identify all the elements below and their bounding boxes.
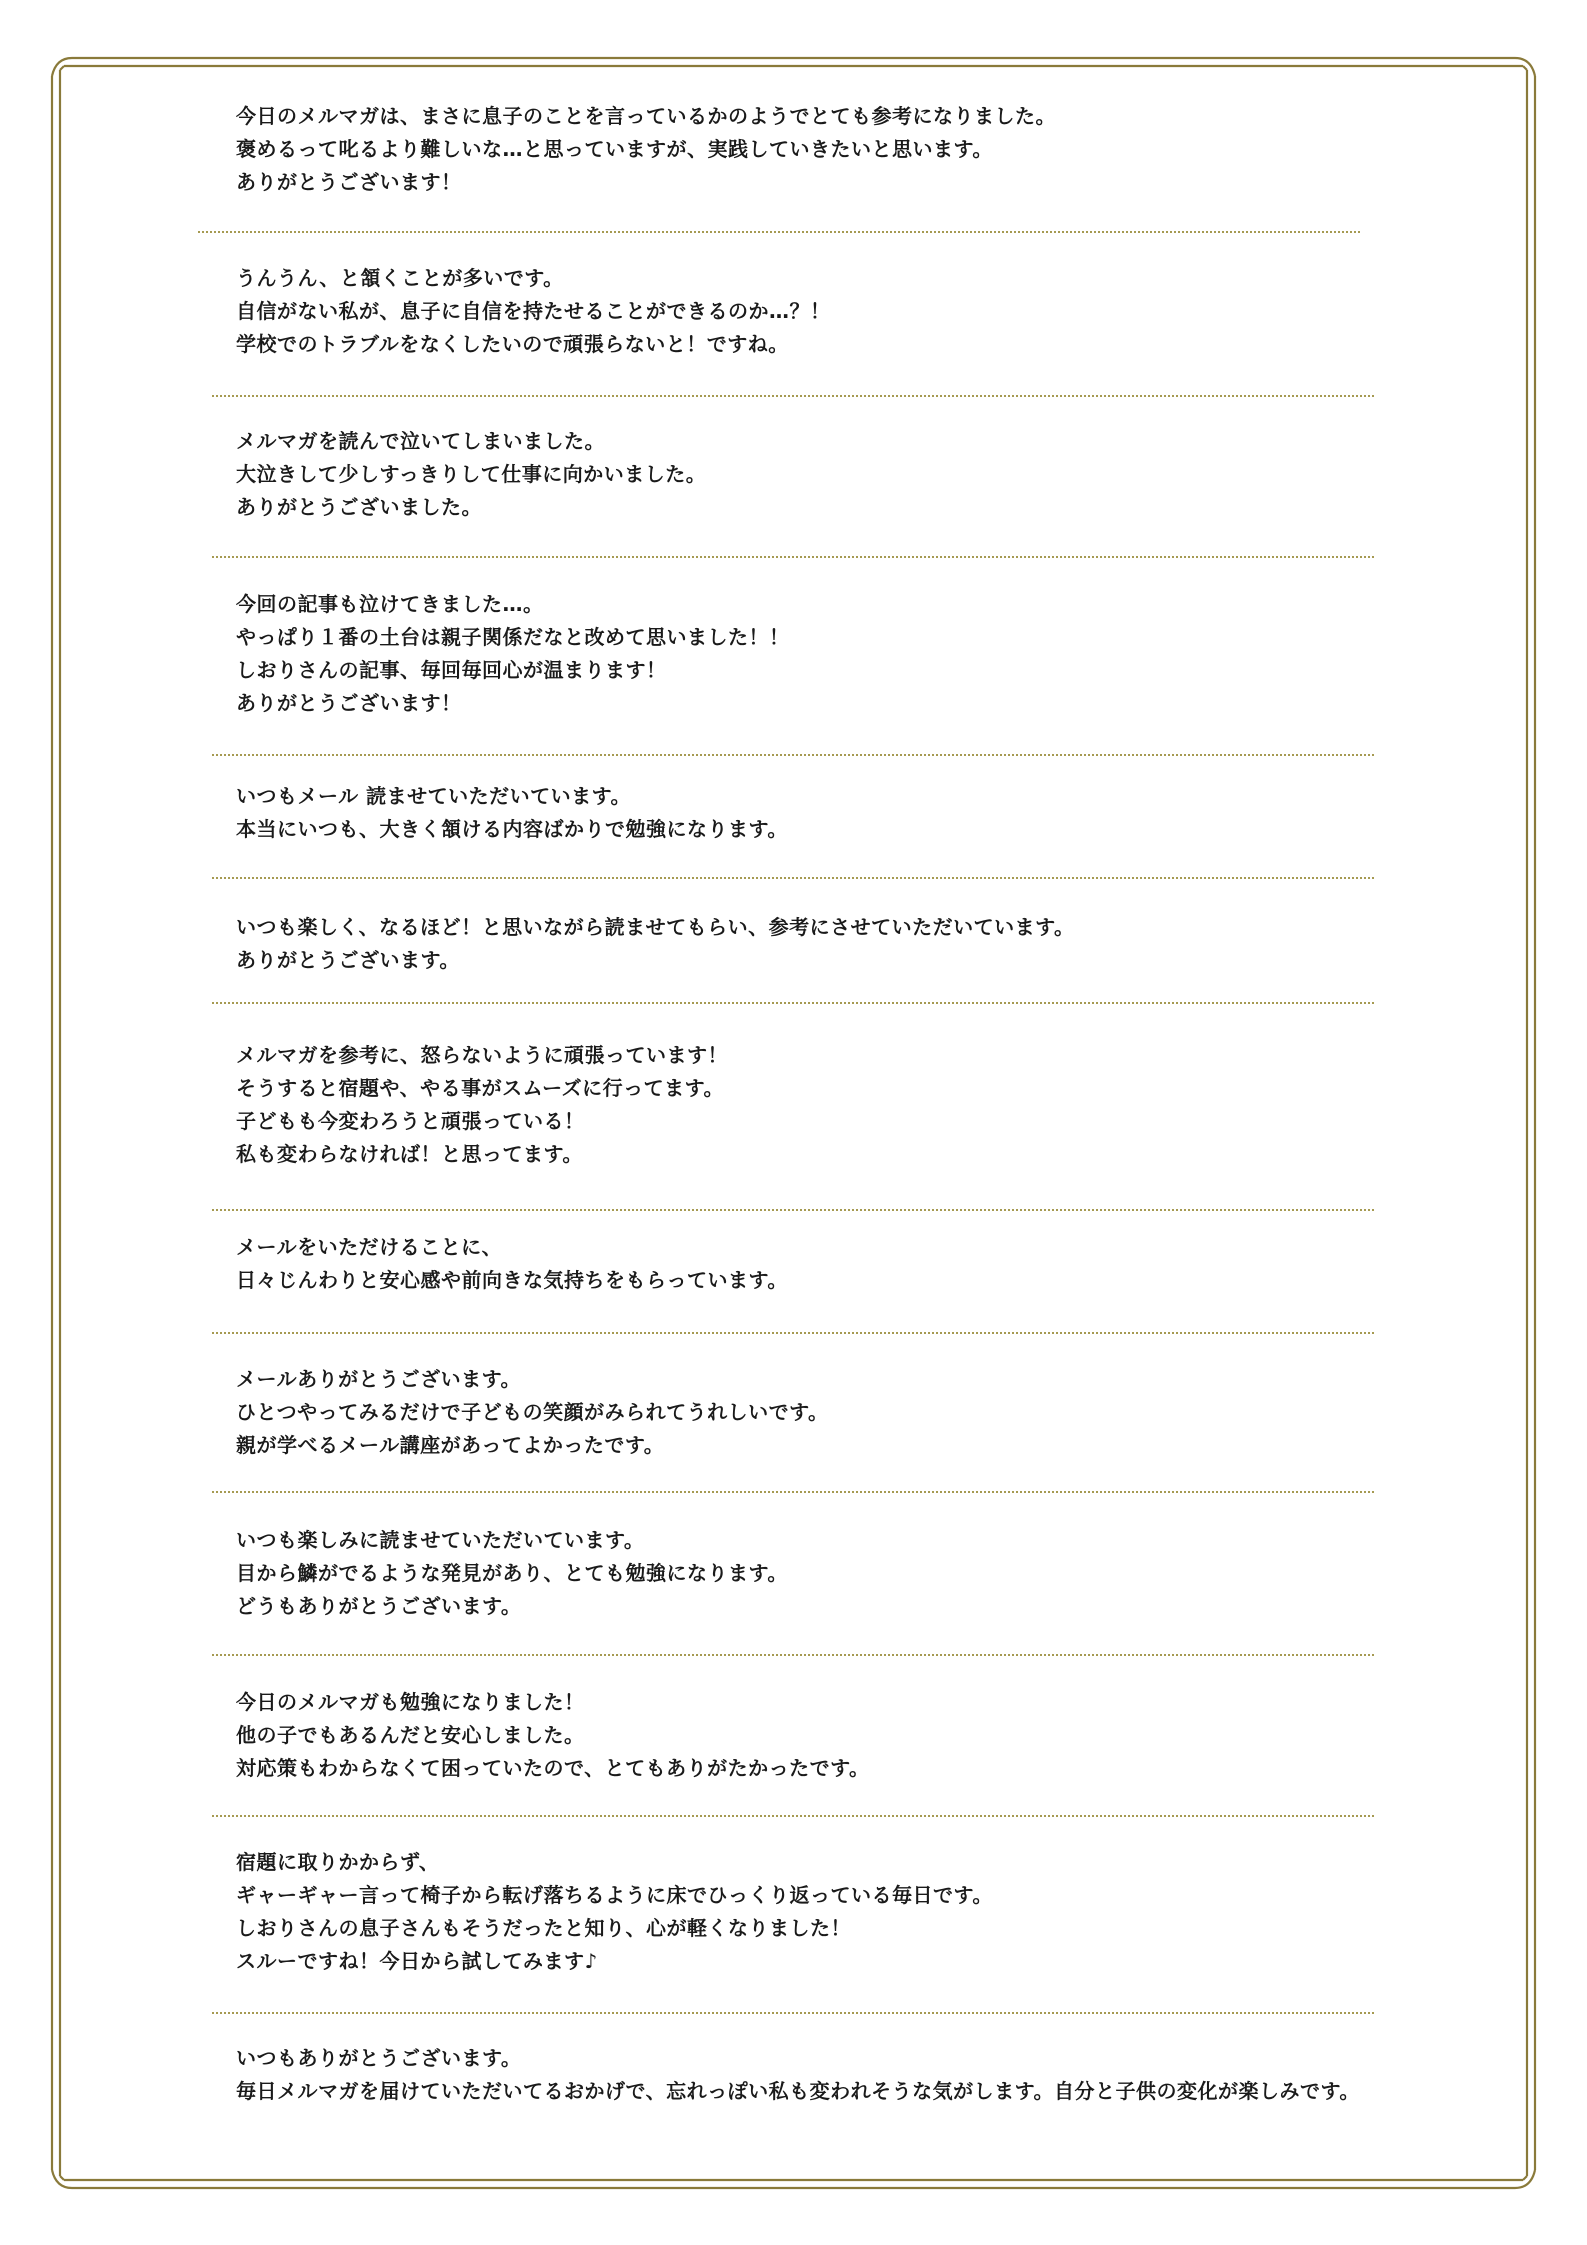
comment-5 <box>236 780 788 846</box>
comment-line: 私も変わらなければ！と思ってます。 <box>236 1142 583 1166</box>
comment-line: 学校でのトラブルをなくしたいので頑張らないと！ですね。 <box>236 332 789 356</box>
comment-2 <box>236 262 831 361</box>
comment-line: いつもありがとうございます。 <box>236 2046 522 2070</box>
comment-line: ひとつやってみるだけで子どもの笑顔がみられてうれしいです。 <box>236 1400 829 1424</box>
comment-line: 宿題に取りかからず、 <box>236 1850 440 1874</box>
comment-13 <box>236 2042 1360 2108</box>
comment-line: 今日のメルマガも勉強になりました！ <box>236 1690 585 1714</box>
comment-line: 褒めるって叱るより難しいな…と思っていますが、実践していきたいと思います。 <box>236 137 993 161</box>
comment-11 <box>236 1686 870 1785</box>
comment-line: 子どもも今変わろうと頑張っている！ <box>236 1109 585 1133</box>
comment-line: ギャーギャー言って椅子から転げ落ちるように床でひっくり返っている毎日です。 <box>236 1883 993 1907</box>
comment-line: メールをいただけることに、 <box>236 1235 503 1259</box>
comment-line: ありがとうございます！ <box>236 691 462 715</box>
comment-line: 本当にいつも、大きく頷ける内容ばかりで勉強になります。 <box>236 817 788 841</box>
comment-line: メルマガを参考に、怒らないように頑張っています！ <box>236 1043 728 1067</box>
comment-line: スルーですね！今日から試してみます♪ <box>236 1949 598 1973</box>
comment-line: メールありがとうございます。 <box>236 1367 521 1391</box>
comment-line: ありがとうございました。 <box>236 495 482 519</box>
comment-line: そうすると宿題や、やる事がスムーズに行ってます。 <box>236 1076 724 1100</box>
divider <box>212 2012 1374 2014</box>
divider <box>198 231 1360 233</box>
divider <box>212 877 1374 879</box>
divider <box>212 1002 1374 1004</box>
comment-line: 日々じんわりと安心感や前向きな気持ちをもらっています。 <box>236 1268 788 1292</box>
comment-line: メルマガを読んで泣いてしまいました。 <box>236 429 605 453</box>
comment-3 <box>236 425 706 524</box>
divider <box>212 556 1374 558</box>
comment-12 <box>236 1846 993 1978</box>
comment-6 <box>236 911 1075 977</box>
comment-4 <box>236 588 790 720</box>
comment-10 <box>236 1524 788 1623</box>
comment-line: どうもありがとうございます。 <box>236 1594 522 1618</box>
comment-line: 大泣きして少しすっきりして仕事に向かいました。 <box>236 462 707 486</box>
divider <box>212 1209 1374 1211</box>
divider <box>212 1491 1374 1493</box>
divider <box>212 1815 1374 1817</box>
comment-8 <box>236 1231 788 1297</box>
comment-line: 毎日メルマガを届けていただいてるおかげで、忘れっぽい私も変われそうな気がします。自分と子供の変化が楽しみです。 <box>236 2079 1360 2103</box>
comment-9 <box>236 1363 829 1462</box>
comment-line: 親が学べるメール講座があってよかったです。 <box>236 1433 665 1457</box>
comment-line: 他の子でもあるんだと安心しました。 <box>236 1723 585 1747</box>
comment-line: いつも楽しく、なるほど！と思いながら読ませてもらい、参考にさせていただいています。 <box>236 915 1075 939</box>
comment-line: ありがとうございます！ <box>236 170 462 194</box>
comment-7 <box>236 1039 728 1171</box>
comment-line: ありがとうございます。 <box>236 948 460 972</box>
comment-line: しおりさんの息子さんもそうだったと知り、心が軽くなりました！ <box>236 1916 851 1940</box>
divider <box>212 754 1374 756</box>
comment-line: いつもメール 読ませていただいています。 <box>236 784 631 808</box>
comment-line: しおりさんの記事、毎回毎回心が温まります！ <box>236 658 667 682</box>
divider <box>212 1654 1374 1656</box>
comment-line: 今日のメルマガは、まさに息子のことを言っているかのようでとても参考になりました。 <box>236 104 1056 128</box>
comment-line: いつも楽しみに読ませていただいています。 <box>236 1528 645 1552</box>
comment-line: 目から鱗がでるような発見があり、とても勉強になります。 <box>236 1561 788 1585</box>
comment-line: 対応策もわからなくて困っていたので、とてもありがたかったです。 <box>236 1756 870 1780</box>
divider <box>212 395 1374 397</box>
comment-1 <box>236 100 1056 199</box>
comment-line: うんうん、と頷くことが多いです。 <box>236 266 564 290</box>
comment-line: 今回の記事も泣けてきました…。 <box>236 592 544 616</box>
divider <box>212 1332 1374 1334</box>
comment-line: やっぱり１番の土台は親子関係だなと改めて思いました！！ <box>236 625 790 649</box>
comment-line: 自信がない私が、息子に自信を持たせることができるのか…？！ <box>236 299 831 323</box>
